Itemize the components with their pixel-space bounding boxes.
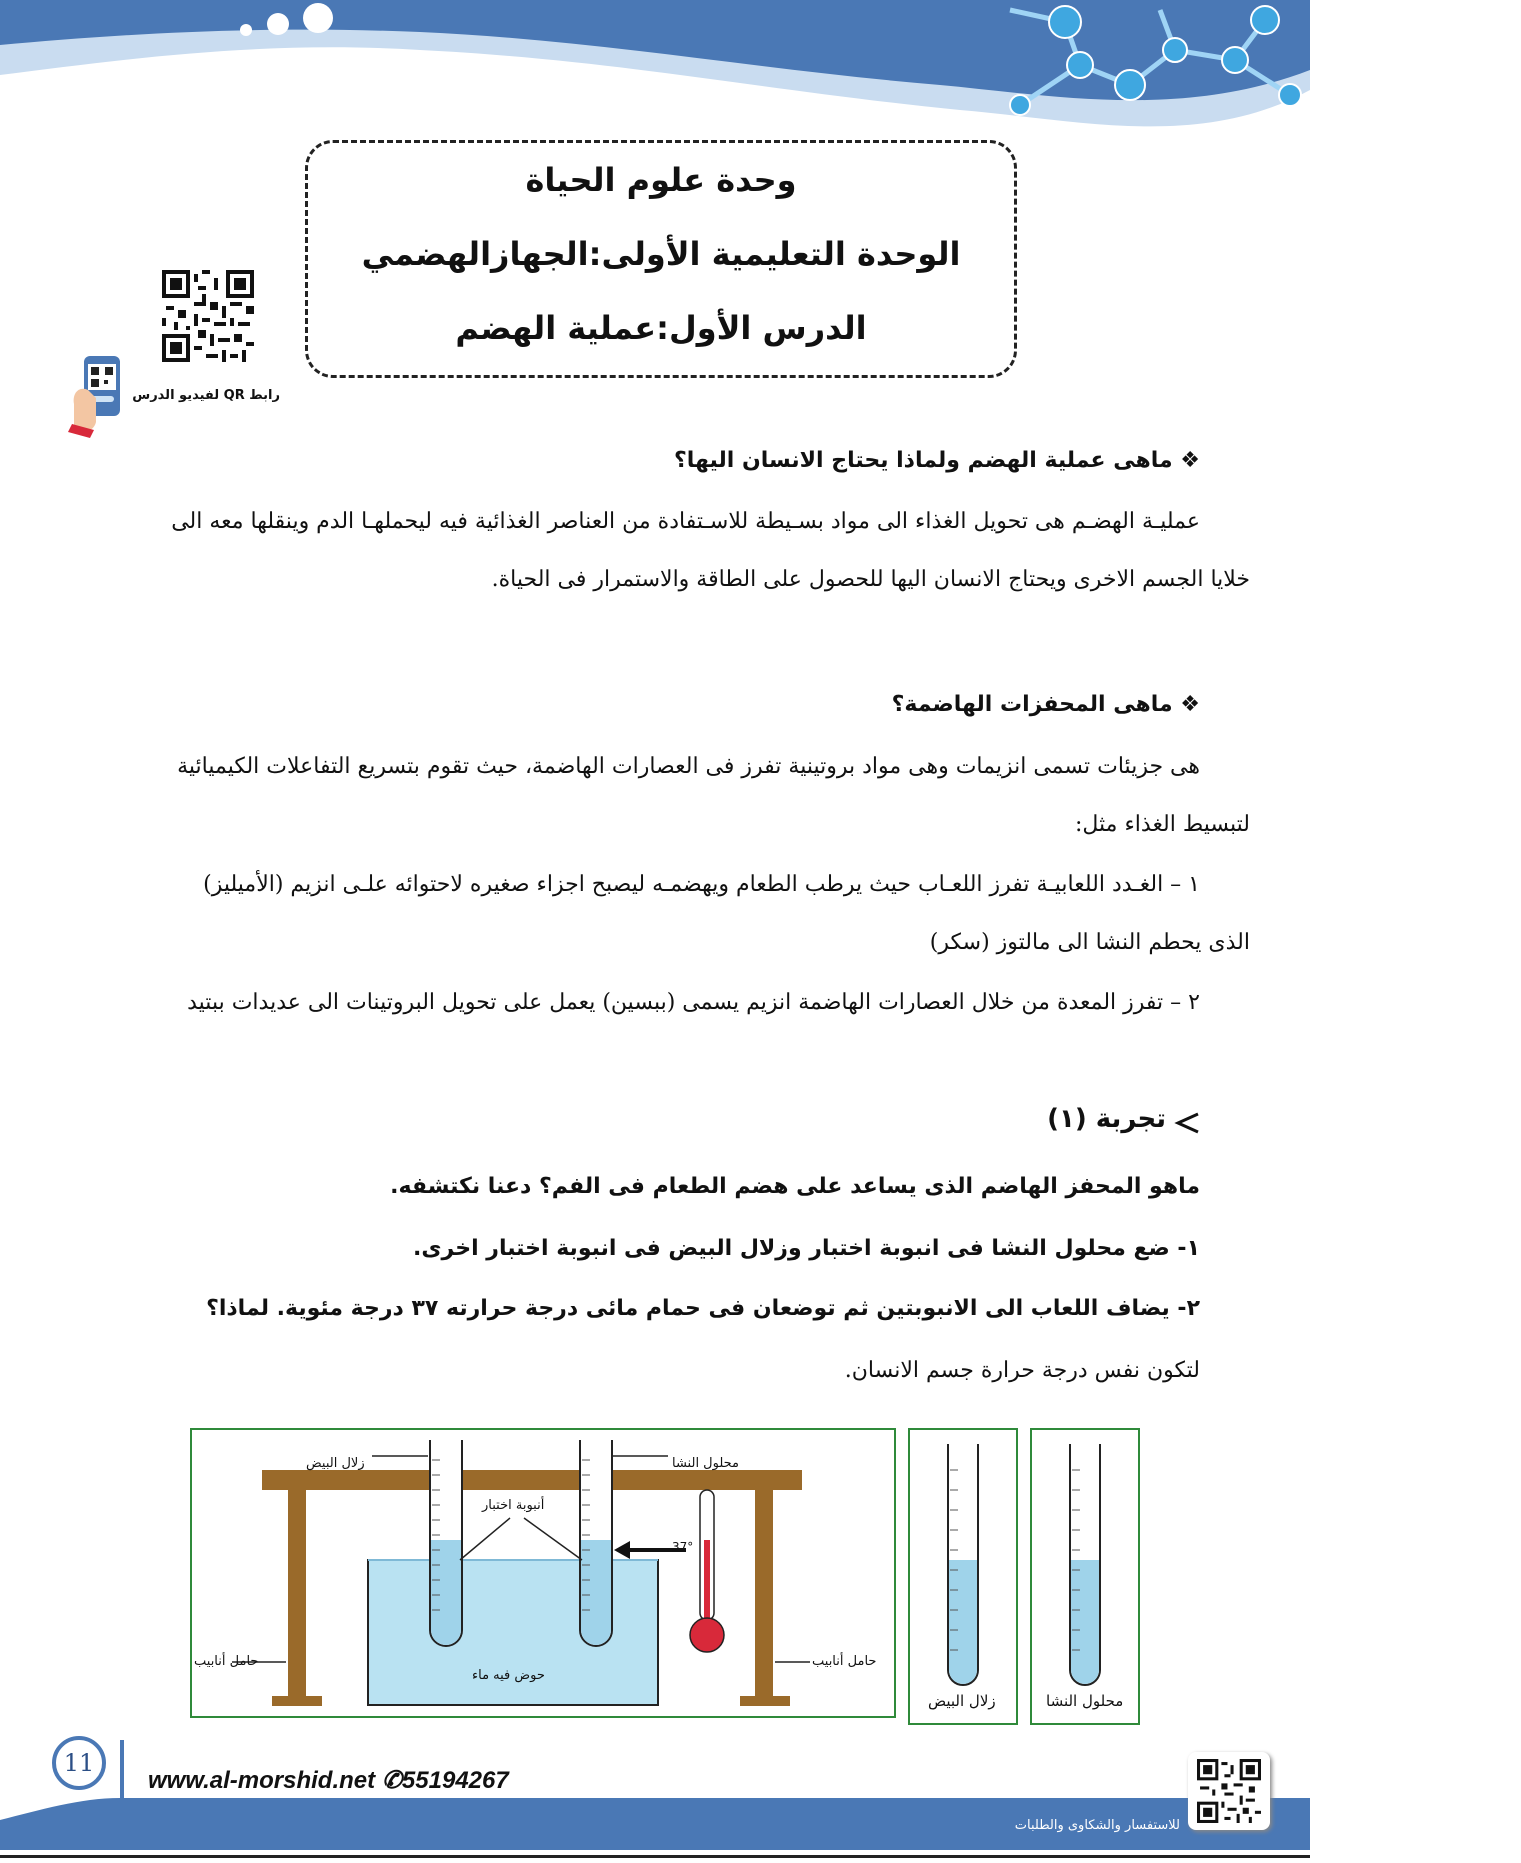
list-item: ١ – الغـدد اللعابيـة تفرز اللعـاب حيث يرطب الطعام ويهضمـه ليصبح اجزاء صغيره لاحتوائه علـى انزيم (الأميليز) xyxy=(203,872,1200,897)
inquiries-qr-frame xyxy=(1188,1752,1270,1830)
learning-unit-title: الوحدة التعليمية الأولى:الجهازالهضمي xyxy=(361,235,961,273)
paragraph-line: عمليـة الهضـم هى تحويل الغذاء الى مواد بسـيطة للاسـتفادة من العناصر الغذائية فيه ليحملهـا الدم وينقلها معه الى xyxy=(171,509,1200,534)
website-link[interactable]: www.al-morshid.net xyxy=(148,1767,376,1794)
inquiries-qr-code[interactable] xyxy=(1197,1759,1261,1823)
inquiries-text: للاستفسار والشكاوى والطلبات xyxy=(1014,1818,1180,1833)
label-egg-white-tube: زلال البيض xyxy=(928,1692,996,1710)
experiment-question: ماهو المحفز الهاضم الذى يساعد على هضم الطعام فى الفم؟ دعنا نكتشفه. xyxy=(390,1174,1200,1199)
experiment-header xyxy=(900,1104,1200,1144)
label-temperature: 37° xyxy=(672,1540,694,1554)
footer-baseline xyxy=(0,1855,1310,1858)
label-test-tube: أنبوبة اختبار xyxy=(482,1498,545,1513)
qr-video-caption: رابط QR لفيديو الدرس xyxy=(132,388,280,403)
list-item: ٢ – تفرز المعدة من خلال العصارات الهاضمة انزيم يسمى (ببسين) يعمل على تحويل البروتينات الى عديدات ببتيد xyxy=(187,990,1200,1015)
paragraph-line: خلايا الجسم الاخرى ويحتاج الانسان اليها للحصول على الطاقة والاستمرار فى الحياة. xyxy=(491,567,1250,592)
lesson-video-qr-code[interactable] xyxy=(162,270,254,362)
arrowhead-icon xyxy=(1174,1112,1200,1134)
egg-white-tube-icon xyxy=(910,1430,1016,1723)
question-enzymes: ❖ ماهى المحفزات الهاضمة؟ xyxy=(891,692,1200,717)
footer-divider xyxy=(120,1740,124,1802)
paragraph-line: هى جزيئات تسمى انزيمات وهى مواد بروتينية تفرز فى العصارات الهاضمة، حيث تقوم بتسريع التفاعلات الكيميائية xyxy=(177,754,1200,779)
label-water-basin: حوض فيه ماء xyxy=(472,1668,545,1683)
paragraph-line: لتبسيط الغذاء مثل: xyxy=(1074,812,1250,837)
label-starch-tube: محلول النشا xyxy=(1046,1692,1124,1710)
experiment-step-1: ١- ضع محلول النشا فى انبوبة اختبار وزلال البيض فى انبوبة اختبار اخرى. xyxy=(413,1236,1200,1261)
lesson-title-box xyxy=(305,140,1017,378)
unit-title: وحدة علوم الحياة xyxy=(525,161,797,199)
list-item-continuation: الذى يحطم النشا الى مالتوز (سكر) xyxy=(929,930,1250,955)
experiment-title: تجربة (١) xyxy=(1047,1104,1166,1134)
lesson-title: الدرس الأول:عملية الهضم xyxy=(455,309,867,347)
phone-number: ✆55194267 xyxy=(381,1767,509,1794)
question-digestion: ❖ ماهى عملية الهضم ولماذا يحتاج الانسان اليها؟ xyxy=(674,448,1200,473)
label-starch-solution: محلول النشا xyxy=(672,1456,740,1471)
starch-tube-icon xyxy=(1032,1430,1138,1723)
label-egg-white: زلال البيض xyxy=(306,1456,365,1471)
page-number: 11 xyxy=(63,1749,95,1777)
experiment-figure-setup xyxy=(190,1428,896,1718)
experiment-step-2: ٢- يضاف اللعاب الى الانبوبتين ثم توضعان فى حمام مائى درجة حرارته ٣٧ درجة مئوية. لماذا؟ xyxy=(206,1296,1200,1321)
starch-tube-panel xyxy=(1030,1428,1140,1725)
label-tube-holder-left: حامل أنابيب xyxy=(194,1654,259,1669)
page-number-badge xyxy=(52,1736,106,1790)
footer-contact xyxy=(148,1766,509,1795)
egg-white-tube-panel xyxy=(908,1428,1018,1725)
header-wave-decoration xyxy=(0,0,1310,140)
experiment-answer: لتكون نفس درجة حرارة جسم الانسان. xyxy=(844,1358,1200,1383)
label-tube-holder-right: حامل أنابيب xyxy=(812,1654,877,1669)
phone-scan-qr-icon xyxy=(66,352,130,438)
